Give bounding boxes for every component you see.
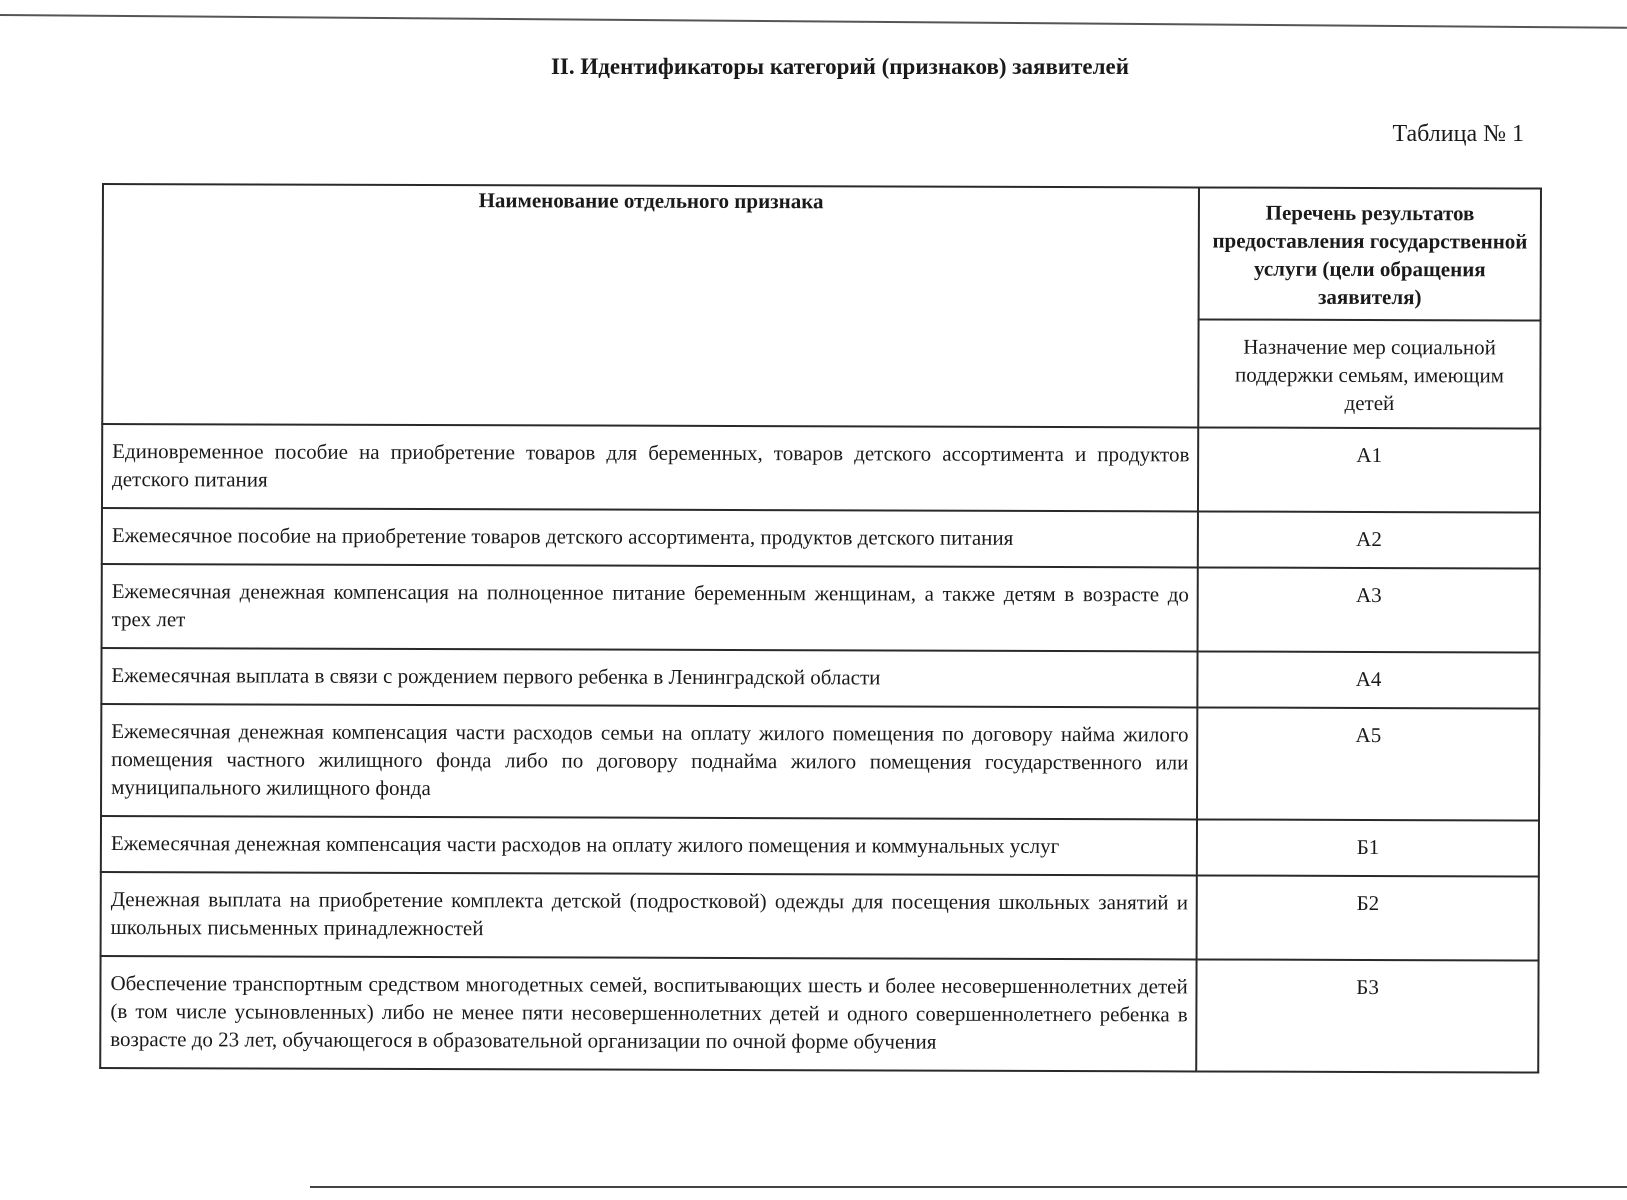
identifier-code-cell: А5 [1197,707,1539,820]
identifier-code-cell: А4 [1198,651,1540,708]
table-row [101,648,1539,709]
document-title: II. Идентификаторы категорий (признаков) заявителей [550,54,1130,79]
table-number: Таблица № 1 [1392,121,1524,147]
attribute-name-cell: Ежемесячная выплата в связи с рождением первого ребенка в Ленинградской области [101,648,1197,707]
attribute-name-cell: Ежемесячное пособие на приобретение товаров детского ассортимента, продуктов детского питания [102,508,1198,567]
table-row [100,956,1538,1073]
header-service-results: Перечень результатов предоставления государственной услуги (цели обращения заявителя) [1199,187,1541,320]
table-row [101,816,1539,877]
attribute-name-cell: Денежная выплата на приобретение комплекта детской (подростковой) одежды для посещения школьных занятий и школьных письменных принадлежностей [101,872,1198,959]
table-row [102,564,1540,653]
identifier-code-cell: Б3 [1196,959,1538,1072]
attribute-name-cell: Единовременное пособие на приобретение товаров для беременных, товаров детского ассортимента и продуктов детского питания [102,424,1199,511]
attribute-name-cell: Ежемесячная денежная компенсация части расходов на оплату жилого помещения и коммунальных услуг [101,816,1197,875]
scan-edge-bottom [310,1186,1627,1188]
attribute-name-cell: Ежемесячная денежная компенсация на полноценное питание беременным женщинам, а также детям в возрасте до трех лет [102,564,1199,651]
identifier-code-cell: Б1 [1197,819,1539,876]
header-attribute-name: Наименование отдельного признака [102,184,1199,427]
attribute-name-cell: Обеспечение транспортным средством многодетных семей, воспитывающих шесть и более несовершеннолетних детей (в том числе усыновленных) либо не менее пяти несовершеннолетних детей и одного совершеннолетнего ребенка в возрасте до 23 лет, обучающегося в образовательной организации по очной форме обучения [100,956,1197,1071]
scan-edge-top [0,14,1627,29]
table-header-row [103,184,1541,321]
table-row [101,704,1539,821]
table-row [102,508,1540,569]
identifier-code-cell: А1 [1198,427,1540,512]
identifier-code-cell: А3 [1198,567,1540,652]
identifiers-table [99,183,1542,1074]
identifier-code-cell: Б2 [1197,875,1539,960]
table-row [101,872,1539,961]
identifier-code-cell: А2 [1198,511,1540,568]
table-row [102,424,1540,513]
header-service-goal: Назначение мер социальной поддержки семьям, имеющим детей [1198,319,1540,428]
attribute-name-cell: Ежемесячная денежная компенсация части расходов семьи на оплату жилого помещения по договору найма жилого помещения частного жилищного фонда либо по договору поднайма жилого помещения государственного или муниципального жилищного фонда [101,704,1198,819]
